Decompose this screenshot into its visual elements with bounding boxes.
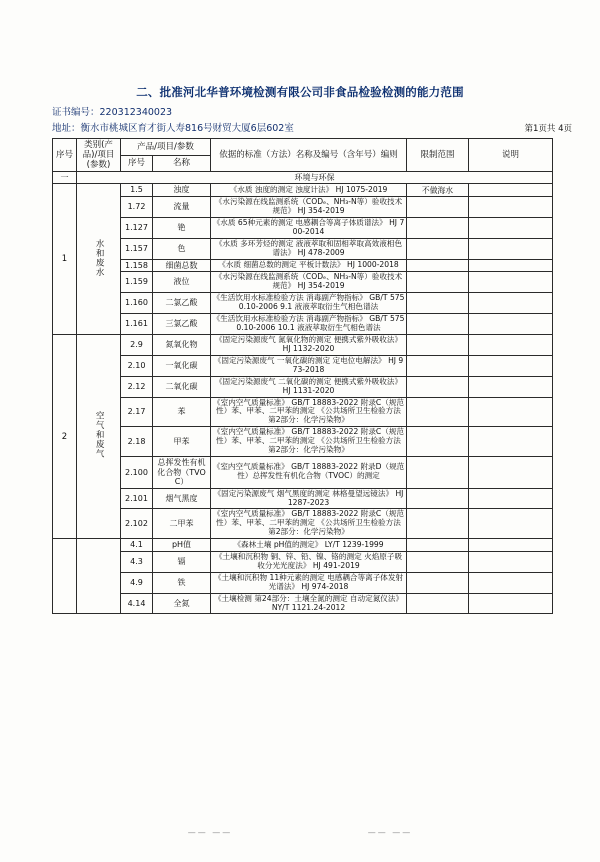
item-name: 一氧化碳 xyxy=(153,355,211,376)
item-no: 1.160 xyxy=(121,292,153,313)
item-basis: 《水质 65种元素的测定 电感耦合等离子体质谱法》 HJ 700-2014 xyxy=(211,217,407,238)
group-category: 空气和废气 xyxy=(77,334,121,539)
table-row xyxy=(53,334,553,355)
item-basis: 《土壤检测 第24部分：土壤全氮的测定 自动定氮仪法》 NY/T 1121.24-2012 xyxy=(211,593,407,614)
table-row xyxy=(53,397,553,427)
item-note xyxy=(469,397,553,427)
header-category: 类别(产品)/项目 (参数) xyxy=(77,139,121,172)
item-name: 氮氧化物 xyxy=(153,334,211,355)
item-limit xyxy=(407,427,469,457)
table-row xyxy=(53,376,553,397)
table-row xyxy=(53,272,553,293)
group-category xyxy=(77,539,121,614)
item-no: 2.10 xyxy=(121,355,153,376)
item-limit xyxy=(407,509,469,539)
item-limit xyxy=(407,272,469,293)
item-note xyxy=(469,551,553,572)
page-footer xyxy=(0,828,600,837)
item-limit: 不做海水 xyxy=(407,184,469,196)
item-no: 1.161 xyxy=(121,313,153,334)
header-note: 说明 xyxy=(469,139,553,172)
group-seq: 2 xyxy=(53,334,77,539)
page-title: 二、批准河北华普环境检测有限公司非食品检验检测的能力范围 xyxy=(136,85,464,99)
item-name: 烟气黑度 xyxy=(153,488,211,509)
table-row xyxy=(53,572,553,593)
table-row xyxy=(53,196,553,217)
item-basis: 《生活饮用水标准检验方法 消毒副产物指标》 GB/T 5750.10-2006 10.1 液液萃取衍生气相色谱法 xyxy=(211,313,407,334)
table-row xyxy=(53,539,553,551)
table-row xyxy=(53,551,553,572)
header-product-name: 名称 xyxy=(153,155,211,172)
item-limit xyxy=(407,313,469,334)
table-row xyxy=(53,593,553,614)
item-basis: 《水污染源在线监测系统（CODₑ、NH₃-N等）验收技术规范》 HJ 354-2019 xyxy=(211,272,407,293)
item-name: 二甲苯 xyxy=(153,509,211,539)
item-no: 1.158 xyxy=(121,259,153,271)
item-basis: 《固定污染源废气 一氧化碳的测定 定电位电解法》 HJ 973-2018 xyxy=(211,355,407,376)
item-note xyxy=(469,593,553,614)
item-limit xyxy=(407,376,469,397)
item-basis: 《固定污染源废气 烟气黑度的测定 林格曼望远镜法》 HJ 1287-2023 xyxy=(211,488,407,509)
item-basis: 《森林土壤 pH值的测定》 LY/T 1239-1999 xyxy=(211,539,407,551)
section-row xyxy=(53,172,553,184)
item-no: 4.14 xyxy=(121,593,153,614)
item-basis: 《室内空气质量标准》 GB/T 18883-2022 附录C（规范性）苯、甲苯、二甲苯的测定 《公共场所卫生检验方法 第2部分：化学污染物》 xyxy=(211,427,407,457)
footer-left: —— —— xyxy=(187,828,233,837)
item-note xyxy=(469,196,553,217)
item-basis: 《水质 浊度的测定 浊度计法》 HJ 1075-2019 xyxy=(211,184,407,196)
section-title: 环境与环保 xyxy=(77,172,553,184)
item-note xyxy=(469,572,553,593)
item-name: 三氯乙酸 xyxy=(153,313,211,334)
item-name: 浊度 xyxy=(153,184,211,196)
item-basis: 《水污染源在线监测系统（CODₑ、NH₃-N等）验收技术规范》 HJ 354-2019 xyxy=(211,196,407,217)
group-seq: 1 xyxy=(53,184,77,334)
item-note xyxy=(469,509,553,539)
item-no: 1.5 xyxy=(121,184,153,196)
item-no: 2.101 xyxy=(121,488,153,509)
item-note xyxy=(469,272,553,293)
table-row xyxy=(53,217,553,238)
capability-scope-table xyxy=(52,138,553,614)
item-no: 1.72 xyxy=(121,196,153,217)
item-name: 铯 xyxy=(153,217,211,238)
header-limit: 限制范围 xyxy=(407,139,469,172)
item-note xyxy=(469,292,553,313)
item-note xyxy=(469,376,553,397)
item-note xyxy=(469,184,553,196)
item-name: 二氧化碳 xyxy=(153,376,211,397)
item-name: 细菌总数 xyxy=(153,259,211,271)
item-basis: 《室内空气质量标准》 GB/T 18883-2022 附录D（规范性）总挥发性有机化合物（TVOC）的测定 xyxy=(211,457,407,488)
item-note xyxy=(469,217,553,238)
item-limit xyxy=(407,355,469,376)
item-note xyxy=(469,334,553,355)
item-basis: 《水质 多环芳烃的测定 液液萃取和固相萃取高效液相色谱法》 HJ 478-2009 xyxy=(211,238,407,259)
item-name: 色 xyxy=(153,238,211,259)
footer-right: —— —— xyxy=(367,828,413,837)
item-basis: 《水质 细菌总数的测定 平板计数法》 HJ 1000-2018 xyxy=(211,259,407,271)
item-limit xyxy=(407,397,469,427)
table-row xyxy=(53,184,553,196)
header-basis: 依据的标准（方法）名称及编号（含年号）编则 xyxy=(211,139,407,172)
item-basis: 《土壤和沉积物 铜、锌、铅、镍、铬的测定 火焰原子吸收分光光度法》 HJ 491-2019 xyxy=(211,551,407,572)
table-row xyxy=(53,292,553,313)
item-name: 总挥发性有机化合物（TVOC） xyxy=(153,457,211,488)
item-name: 二氯乙酸 xyxy=(153,292,211,313)
table-row xyxy=(53,488,553,509)
item-no: 2.17 xyxy=(121,397,153,427)
table-row xyxy=(53,355,553,376)
item-no: 1.157 xyxy=(121,238,153,259)
header-seq: 序号 xyxy=(53,139,77,172)
certificate-number-value: 220312340023 xyxy=(99,107,173,118)
item-limit xyxy=(407,572,469,593)
group-category: 水和废水 xyxy=(77,184,121,334)
item-limit xyxy=(407,457,469,488)
item-no: 2.9 xyxy=(121,334,153,355)
item-no: 1.159 xyxy=(121,272,153,293)
item-limit xyxy=(407,217,469,238)
item-name: 镉 xyxy=(153,551,211,572)
item-limit xyxy=(407,238,469,259)
header-product-group: 产品/项目/参数 xyxy=(121,139,211,156)
item-note xyxy=(469,259,553,271)
item-basis: 《室内空气质量标准》 GB/T 18883-2022 附录C（规范性）苯、甲苯、二甲苯的测定 《公共场所卫生检验方法 第2部分：化学污染物》 xyxy=(211,509,407,539)
item-note xyxy=(469,539,553,551)
address-line xyxy=(52,120,294,134)
table-row xyxy=(53,509,553,539)
item-note xyxy=(469,457,553,488)
page-indicator: 第1页共 4页 xyxy=(524,124,572,134)
item-limit xyxy=(407,551,469,572)
item-no: 2.12 xyxy=(121,376,153,397)
header-product-seq: 序号 xyxy=(121,155,153,172)
item-name: 全氮 xyxy=(153,593,211,614)
item-limit xyxy=(407,334,469,355)
item-limit xyxy=(407,488,469,509)
item-basis: 《土壤和沉积物 11种元素的测定 电感耦合等离子体发射光谱法》 HJ 974-2018 xyxy=(211,572,407,593)
item-no: 4.3 xyxy=(121,551,153,572)
item-no: 4.1 xyxy=(121,539,153,551)
item-limit xyxy=(407,292,469,313)
item-name: 铁 xyxy=(153,572,211,593)
item-note xyxy=(469,313,553,334)
item-limit xyxy=(407,196,469,217)
item-name: 苯 xyxy=(153,397,211,427)
item-basis: 《固定污染源废气 二氧化碳的测定 便携式紫外吸收法》 HJ 1131-2020 xyxy=(211,376,407,397)
group-seq xyxy=(53,539,77,614)
item-note xyxy=(469,427,553,457)
item-limit xyxy=(407,593,469,614)
table-row xyxy=(53,259,553,271)
item-no: 4.9 xyxy=(121,572,153,593)
table-row xyxy=(53,238,553,259)
section-seq: 一 xyxy=(53,172,77,184)
item-name: 液位 xyxy=(153,272,211,293)
item-no: 2.18 xyxy=(121,427,153,457)
item-note xyxy=(469,355,553,376)
table-row xyxy=(53,313,553,334)
item-note xyxy=(469,488,553,509)
item-no: 2.100 xyxy=(121,457,153,488)
item-no: 2.102 xyxy=(121,509,153,539)
item-limit xyxy=(407,539,469,551)
certificate-number-label: 证书编号： xyxy=(52,107,100,118)
table-row xyxy=(53,427,553,457)
item-limit xyxy=(407,259,469,271)
address-label: 地址： xyxy=(52,123,81,134)
item-basis: 《生活饮用水标准检验方法 消毒副产物指标》 GB/T 5750.10-2006 9.1 液液萃取衍生气相色谱法 xyxy=(211,292,407,313)
item-note xyxy=(469,238,553,259)
address-value: 衡水市桃城区育才街人寿816号财贸大厦6层602室 xyxy=(80,123,294,134)
item-name: 流量 xyxy=(153,196,211,217)
item-no: 1.127 xyxy=(121,217,153,238)
item-name: 甲苯 xyxy=(153,427,211,457)
item-basis: 《固定污染源废气 氮氧化物的测定 便携式紫外吸收法》 HJ 1132-2020 xyxy=(211,334,407,355)
item-name: pH值 xyxy=(153,539,211,551)
certificate-number-line xyxy=(52,104,172,118)
item-basis: 《室内空气质量标准》 GB/T 18883-2022 附录C（规范性）苯、甲苯、二甲苯的测定 《公共场所卫生检验方法 第2部分：化学污染物》 xyxy=(211,397,407,427)
table-row xyxy=(53,457,553,488)
table-header-row-1 xyxy=(53,139,553,156)
